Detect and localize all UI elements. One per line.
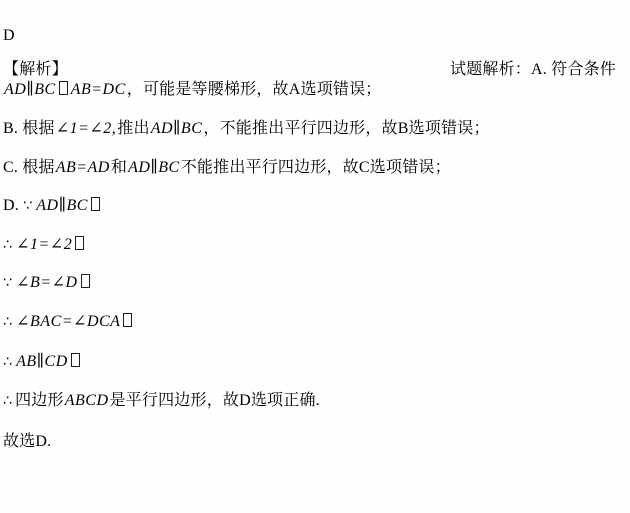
math-run: AB=DC — [70, 81, 126, 98]
final-answer — [3, 432, 51, 451]
option-a-analysis — [3, 80, 382, 99]
text-run: 根据 — [22, 120, 55, 137]
option-d-step-5 — [3, 352, 82, 372]
text-run: ∵ — [3, 275, 13, 291]
line-content — [3, 120, 490, 137]
option-d-step-1 — [3, 196, 102, 216]
text-run: 符合条件 — [546, 61, 616, 78]
text-run: 和 — [110, 159, 128, 176]
text-run: 推出 — [117, 120, 150, 137]
line-content — [3, 313, 134, 330]
option-d-step-4 — [3, 312, 134, 332]
line-content — [3, 274, 92, 291]
placeholder-box — [75, 236, 84, 250]
math-run: AB=AD — [55, 159, 110, 176]
option-d-conclusion — [3, 391, 320, 411]
math-run: AD∥BC — [36, 197, 88, 214]
placeholder-box — [81, 274, 90, 288]
placeholder-box — [59, 81, 68, 95]
line-content — [3, 159, 451, 176]
text-run: 根据 — [22, 159, 55, 176]
answer-letter — [3, 26, 15, 45]
exam-analysis-note — [450, 60, 616, 79]
text-run: 试题解析： — [450, 61, 532, 78]
option-d-step-3 — [3, 273, 92, 293]
math-run: AD∥BC — [4, 81, 56, 98]
option-d-step-2 — [3, 235, 86, 255]
option-b-analysis — [3, 119, 490, 138]
line-content — [3, 197, 102, 214]
line-content — [3, 81, 382, 98]
text-run: 是平行四边形，故D选项正确. — [109, 392, 320, 409]
line-content — [3, 433, 51, 450]
text-run: 故选 — [3, 433, 36, 450]
text-run: ∵ — [23, 198, 33, 214]
text-run: B. — [3, 120, 23, 137]
math-run: ∠B=∠D — [16, 274, 78, 291]
line-content — [3, 60, 68, 79]
text-run: A. — [531, 61, 547, 78]
text-run: 不能推出平行四边形，故C选项错误； — [180, 159, 451, 176]
text-run: ∴ — [3, 354, 13, 370]
text-run: ，不能推出平行四边形，故B选项错误； — [203, 120, 490, 137]
analysis-header — [3, 60, 616, 79]
text-run: C. — [3, 159, 23, 176]
math-run: AB∥CD — [16, 353, 68, 370]
placeholder-box — [123, 313, 132, 327]
math-run: AD∥BC — [128, 159, 180, 176]
text-run: ∴ — [3, 314, 13, 330]
text-run: ∴ — [3, 237, 13, 253]
math-run: ABCD — [64, 392, 109, 409]
math-run: ∠1=∠2, — [55, 120, 117, 137]
text-run: 四边形 — [15, 392, 64, 409]
text-run: D. — [35, 433, 52, 450]
line-content — [3, 392, 320, 409]
math-run: ∠1=∠2 — [16, 236, 73, 253]
line-content — [3, 27, 15, 44]
math-run: ∠BAC=∠DCA — [16, 313, 121, 330]
text-run: D. — [3, 197, 24, 214]
placeholder-box — [71, 353, 80, 367]
text-run: ∴ — [3, 393, 13, 409]
option-c-analysis — [3, 158, 451, 177]
math-run: AD∥BC — [150, 120, 203, 137]
placeholder-box — [91, 197, 100, 211]
line-content — [3, 353, 82, 370]
text-run: 【解析】 — [3, 61, 68, 78]
text-run: ，可能是等腰梯形，故A选项错误； — [126, 81, 382, 98]
text-run: D — [3, 27, 15, 44]
line-content — [3, 236, 86, 253]
